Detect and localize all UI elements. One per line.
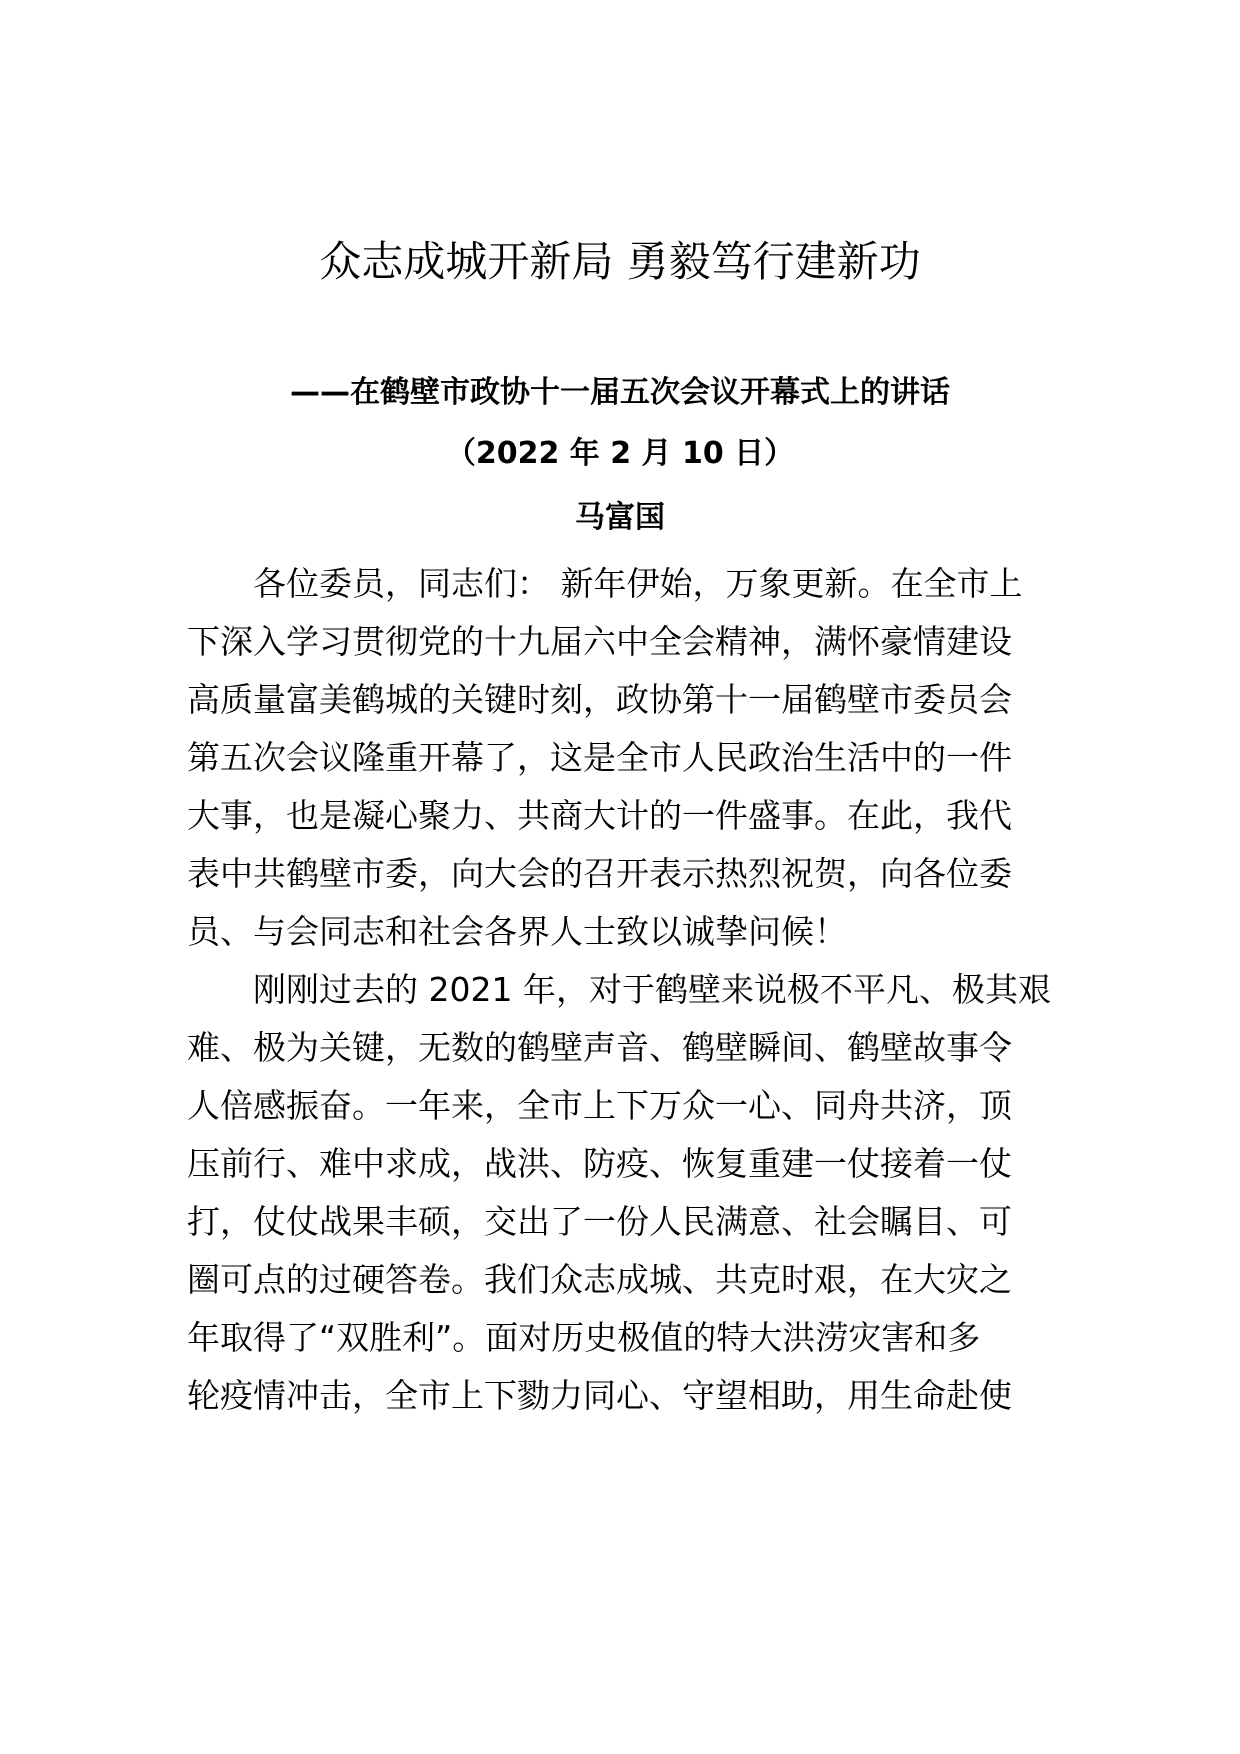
body-line: 轮疫情冲击，全市上下勠力同心、守望相助，用生命赴使 <box>187 1376 1012 1415</box>
body-line: 刚刚过去的 2021 年，对于鹤壁来说极不平凡、极其艰 <box>187 970 1051 1009</box>
document-subtitle: ——在鹤壁市政协十一届五次会议开幕式上的讲话 <box>290 375 950 410</box>
body-line: 压前行、难中求成，战洪、防疫、恢复重建一仗接着一仗 <box>187 1144 1012 1183</box>
body-line: 表中共鹤壁市委，向大会的召开表示热烈祝贺，向各位委 <box>187 854 1012 893</box>
body-line: 年取得了“双胜利”。面对历史极值的特大洪涝灾害和多 <box>187 1318 981 1357</box>
body-line: 打，仗仗战果丰硕，交出了一份人民满意、社会瞩目、可 <box>187 1202 1012 1241</box>
body-line: 第五次会议隆重开幕了，这是全市人民政治生活中的一件 <box>187 738 1012 777</box>
body-line: 圈可点的过硬答卷。我们众志成城、共克时艰，在大灾之 <box>187 1260 1012 1299</box>
document-title: 众志成城开新局 勇毅笃行建新功 <box>319 237 921 286</box>
body-line: 难、极为关键，无数的鹤壁声音、鹤壁瞬间、鹤壁故事令 <box>187 1028 1012 1067</box>
body-line: 人倍感振奋。一年来，全市上下万众一心、同舟共济，顶 <box>187 1086 1012 1125</box>
author-name: 马富国 <box>575 500 665 535</box>
speech-date: （2022 年 2 月 10 日） <box>445 436 795 471</box>
body-line: 各位委员，同志们： 新年伊始，万象更新。在全市上 <box>187 564 1023 603</box>
body-line: 下深入学习贯彻党的十九届六中全会精神，满怀豪情建设 <box>187 622 1012 661</box>
body-line: 高质量富美鹤城的关键时刻，政协第十一届鹤壁市委员会 <box>187 680 1012 719</box>
body-line: 员、与会同志和社会各界人士致以诚挚问候！ <box>187 912 847 951</box>
body-line: 大事，也是凝心聚力、共商大计的一件盛事。在此，我代 <box>187 796 1012 835</box>
